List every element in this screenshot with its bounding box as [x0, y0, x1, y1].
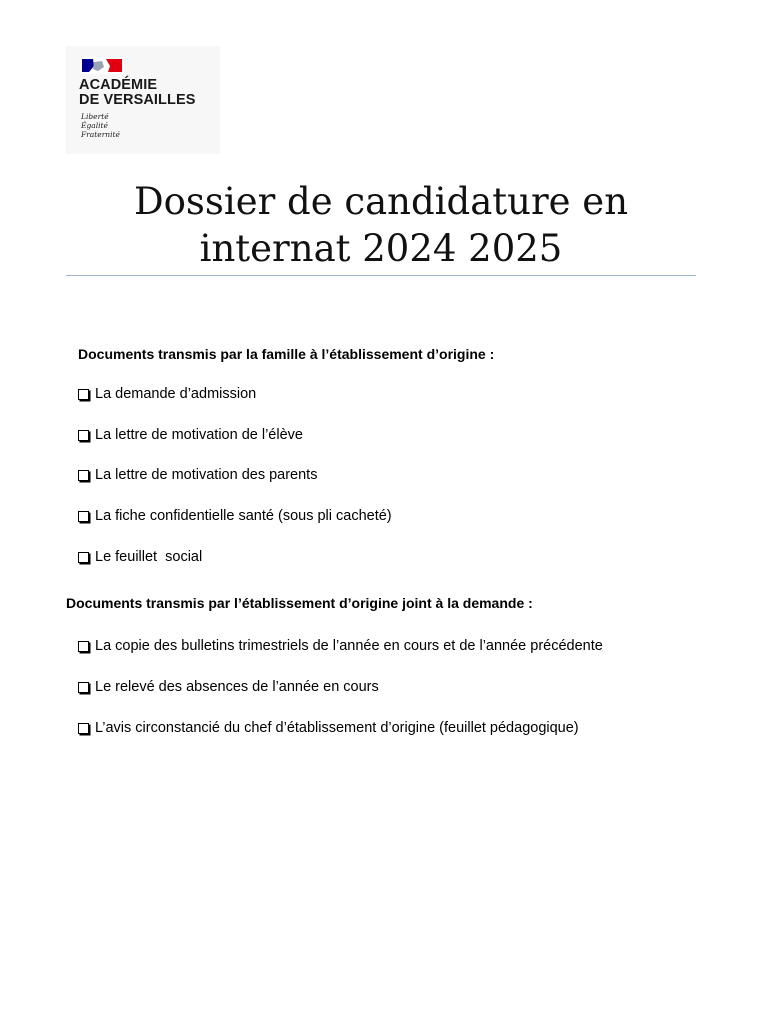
checkbox-icon[interactable] [78, 682, 89, 693]
list-item [78, 720, 579, 736]
list-item [78, 508, 392, 524]
checkbox-icon[interactable] [78, 389, 89, 400]
list-item [78, 638, 603, 654]
section-heading-famille: Documents transmis par la famille à l’établissement d’origine : [78, 346, 495, 362]
list-item-label: Le relevé des absences de l’année en cours [95, 679, 379, 695]
marianne-flag-icon [80, 57, 124, 74]
motto-egalite: Égalité [81, 121, 108, 130]
checkbox-icon[interactable] [78, 552, 89, 563]
list-item-label: L’avis circonstancié du chef d’établissement d’origine (feuillet pédagogique) [95, 720, 579, 736]
list-item-label: La demande d’admission [95, 386, 257, 402]
logo-name-line2: DE VERSAILLES [79, 92, 196, 108]
checkbox-icon[interactable] [78, 511, 89, 522]
motto-liberte: Liberté [81, 112, 109, 121]
list-item [78, 549, 202, 565]
document-title: Dossier de candidature en internat 2024 2025 [133, 180, 629, 270]
academie-logo [66, 46, 220, 154]
checkbox-icon[interactable] [78, 470, 89, 481]
section-heading-etablissement: Documents transmis par l’établissement d’origine joint à la demande : [66, 595, 533, 611]
list-item [78, 386, 256, 402]
list-item [78, 679, 379, 695]
motto-fraternite: Fraternité [81, 130, 120, 139]
list-item-label: La lettre de motivation des parents [95, 467, 318, 483]
checkbox-icon[interactable] [78, 641, 89, 652]
title-divider [66, 275, 696, 276]
checkbox-icon[interactable] [78, 723, 89, 734]
list-item-label: La copie des bulletins trimestriels de l’année en cours et de l’année précédente [95, 638, 603, 654]
logo-name-line1: ACADÉMIE [79, 77, 158, 93]
list-item [78, 427, 303, 443]
checkbox-icon[interactable] [78, 430, 89, 441]
list-item-label: La lettre de motivation de l’élève [95, 427, 303, 443]
list-item-label: La fiche confidentielle santé (sous pli cacheté) [95, 508, 392, 524]
list-item-label: Le feuillet social [95, 549, 203, 565]
list-item [78, 467, 317, 483]
